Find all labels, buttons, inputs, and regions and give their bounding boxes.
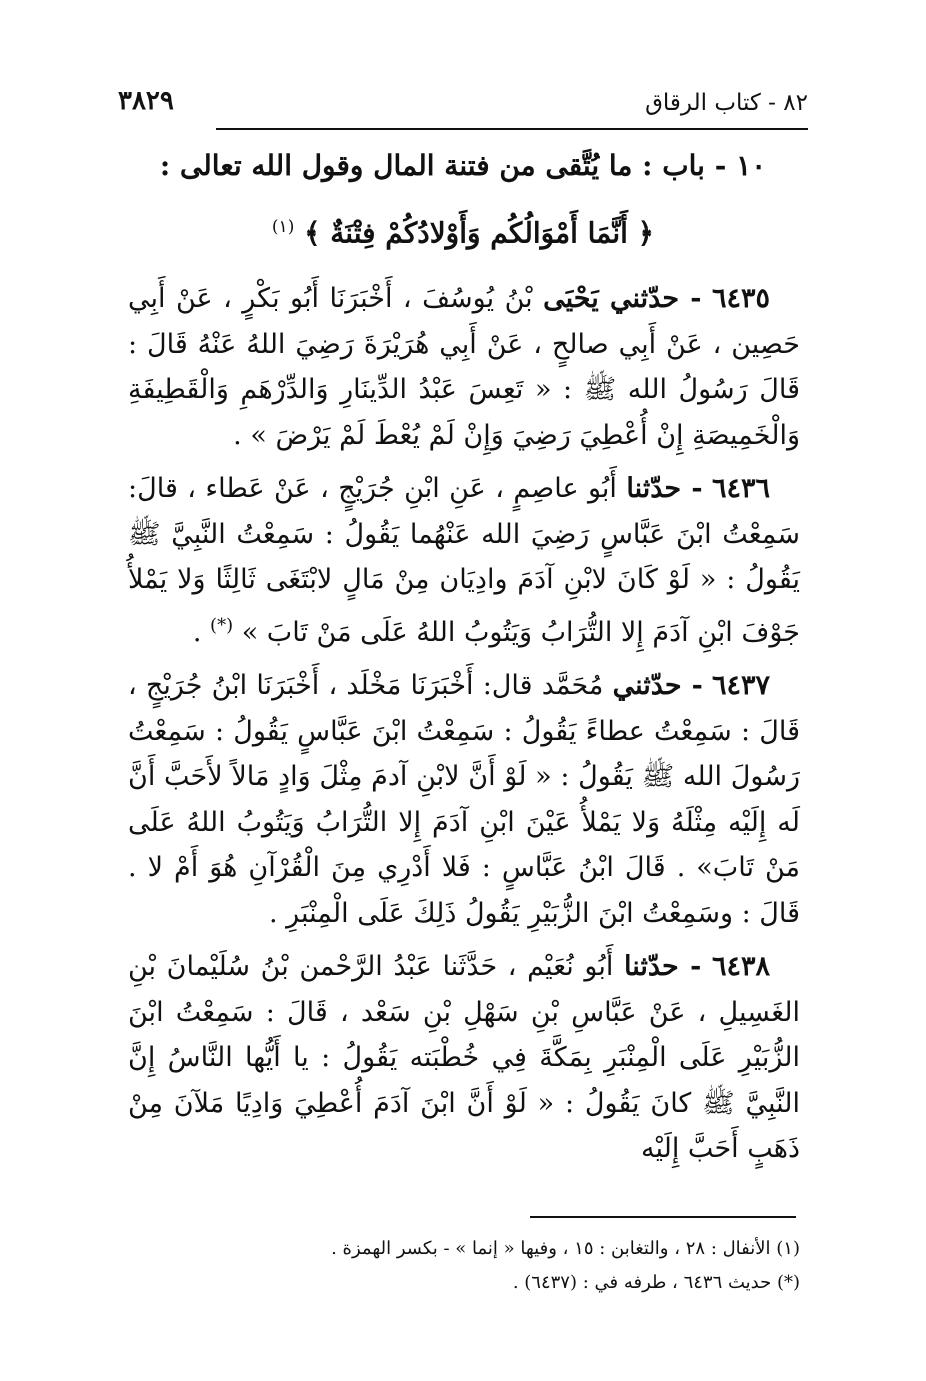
running-chapter-title: ٨٢ - كتاب الرقاق (645, 90, 808, 116)
hadith-text: أَبُو عاصِمٍ ، عَنِ ابْنِ جُرَيْجٍ ، عَنْ عَطاء ، قالَ: سَمِعْتُ ابْنَ عَبَّاسٍ رَضِيَ الله عَنْهُما يَقُولُ : سَمِعْتُ النَّبِيَّ ﷺ يَقُولُ : « لَوْ كَانَ لابْنِ آدَمَ وادِيَان مِنْ مَالٍ لابْتَغَى ثَالِثًا وَلا يَمْلأُ جَوْفَ ابْنِ آدَمَ إِلا التُّرَابُ وَيَتُوبُ اللهُ عَلَى مَنْ تَابَ » (128, 473, 800, 648)
hadith-lead: - حدّثني يَحْيَى (543, 283, 702, 314)
hadith-paragraph (128, 944, 800, 1172)
footnotes (128, 1232, 800, 1300)
hadith-lead: - حدّثنا (623, 951, 702, 982)
hadith-text: بْنُ يُوسُفَ ، أَخْبَرَنَا أَبُو بَكْرٍ ، عَنْ أَبِي حَصِين ، عَنْ أَبِي صالحٍ ، عَنْ أَبِي هُرَيْرَةَ رَضِيَ اللهُ عَنْهُ قَالَ : قَالَ رَسُولُ الله ﷺ : « تَعِسَ عَبْدُ الدِّينَارِ وَالدِّرْهَمِ وَالْقَطِيفَةِ وَالْخَمِيصَةِ إِنْ أُعْطِيَ رَضِيَ وَإِنْ لَمْ يُعْطَ لَمْ يَرْضَ » . (128, 283, 800, 451)
footnote-2: (*) حديث ٦٤٣٦ ، طرفه في : (٦٤٣٧) . (512, 1272, 800, 1293)
page-header (118, 72, 808, 116)
footnote-rule (530, 1216, 796, 1218)
page-number: ٣٨٢٩ (118, 86, 174, 116)
hadith-number: ٦٤٣٧ (712, 670, 771, 701)
hadith-paragraph (128, 276, 800, 458)
footnote-1: (١) الأنفال : ٢٨ ، والتغابن : ١٥ ، وفيها « إنما » - بكسر الهمزة . (331, 1238, 800, 1259)
hadith-footnote-marker: (*) (210, 614, 234, 636)
hadith-paragraph (128, 663, 800, 936)
hadith-number: ٦٤٣٨ (711, 951, 770, 982)
hadith-lead: - حدّثنا (626, 473, 703, 504)
hadith-text: أَبُو نُعَيْم ، حَدَّثَنا عَبْدُ الرَّحْمن بْنُ سُلَيْمانَ بْنِ الغَسِيلِ ، عَنْ عَبَّاسِ بْنِ سَهْلِ بْنِ سَعْد ، قَالَ : سَمِعْتُ ابْنَ الزُّبَيْرِ عَلَى الْمِنْبَرِ بِمَكَّةَ فِي خُطْبَته يَقُولُ : يا أَيُّها النَّاسُ إِنَّ النَّبِيَّ ﷺ كانَ يَقُولُ : « لَوْ أَنَّ ابْنَ آدَمَ أُعْطِيَ وَادِيًا مَلآنَ مِنْ ذَهَبٍ أَحَبَّ إِلَيْه (128, 951, 800, 1164)
hadith-number: ٦٤٣٥ (711, 283, 770, 314)
chapter-verse (118, 206, 808, 254)
hadith-body (128, 276, 800, 1180)
hadith-number: ٦٤٣٦ (712, 473, 771, 504)
chapter-heading: ١٠ - باب : ما يُتَّقى من فتنة المال وقول الله تعالى : (159, 149, 767, 182)
header-rule (216, 128, 808, 130)
verse-text: ﴿ أَنَّمَا أَمْوَالُكُم وَأَوْلادُكُمْ فِتْنَةٌ ﴾ (304, 216, 655, 250)
hadith-lead: - حدّثني (612, 670, 703, 701)
verse-footnote-ref: (١) (271, 217, 295, 237)
hadith-text: مُحَمَّد قال: أَخْبَرَنَا مَخْلَد ، أَخْبَرَنَا ابْنُ جُرَيْجٍ ، قَالَ : سَمِعْتُ عطاءً يَقُولُ : سَمِعْتُ ابْنَ عَبَّاسٍ يَقُولُ : سَمِعْتُ رَسُولَ الله ﷺ يَقُولُ : « لَوْ أَنَّ لابْنِ آدمَ مِثْلَ وَادٍ مَالاً لأَحَبَّ أَنَّ لَه إِلَيْه مِثْلَهُ وَلا يَمْلأُ عَيْنَ ابْنِ آدَمَ إِلا التُّرَابُ وَيَتُوبُ اللهُ عَلَى مَنْ تَابَ» . قَالَ ابْنُ عَبَّاسٍ : فَلا أَدْرِي مِنَ الْقُرْآنِ هُوَ أَمْ لا . قَالَ : وسَمِعْتُ ابْنَ الزُّبَيْرِ يَقُولُ ذَلِكَ عَلَى الْمِنْبَرِ . (128, 670, 800, 929)
hadith-paragraph: ٦٤٣٦ - حدّثنا أَبُو عاصِمٍ ، عَنِ ابْنِ جُرَيْجٍ ، عَنْ عَطاء ، قالَ: سَمِعْتُ ابْنَ عَبَّاسٍ رَضِيَ الله عَنْهُما يَقُولُ : سَمِعْتُ النَّبِيَّ ﷺ يَقُولُ : « لَوْ كَانَ لابْنِ آدَمَ وادِيَان مِنْ مَالٍ لابْتَغَى ثَالِثًا وَلا يَمْلأُ جَوْفَ ابْنِ آدَمَ إِلا التُّرَابُ وَيَتُوبُ اللهُ عَلَى مَنْ تَابَ » (*) . (128, 473, 800, 648)
